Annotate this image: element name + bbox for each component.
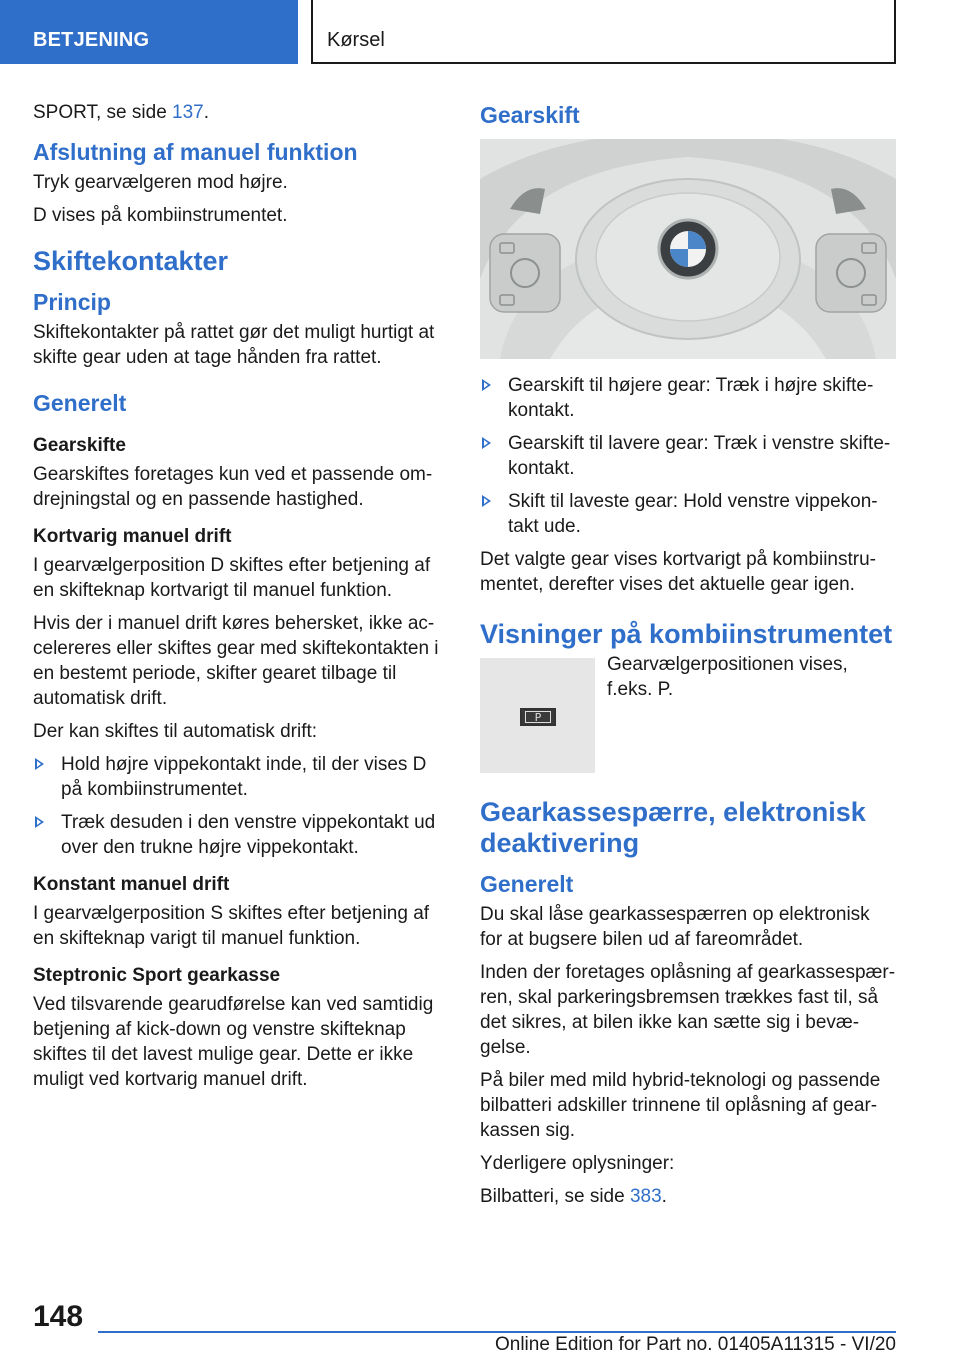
page-link-383[interactable]: 383 bbox=[629, 1186, 662, 1207]
paragraph: Tryk gearvælgeren mod højre. bbox=[33, 172, 288, 193]
list-item: Hold højre vippekontakt inde, til der vises D på kombiinstrumentet. bbox=[33, 752, 443, 802]
paragraph: Yderligere oplysninger: bbox=[480, 1153, 675, 1174]
steering-wheel-icon bbox=[480, 139, 896, 359]
paragraph: Gearskiftes foretages kun ved et passende om-drejningstal og en passende hastighed. bbox=[33, 464, 433, 510]
intro-paragraph: SPORT, se side 137. bbox=[33, 102, 210, 123]
paragraph: Det valgte gear vises kortvarigt på kombiinstru-mentet, derefter vises det aktuelle gear igen. bbox=[480, 549, 876, 595]
gear-p-symbol-icon: P bbox=[520, 708, 556, 726]
paragraph: På biler med mild hybrid-teknologi og passende bilbatteri adskiller trinnene til oplåsning af gear-kassen sig. bbox=[480, 1070, 881, 1141]
list-item: Skift til laveste gear: Hold venstre vippekon-takt ude. bbox=[480, 489, 896, 539]
heading-gearskift: Gearskift bbox=[480, 102, 580, 128]
heading-gearskifte: Gearskifte bbox=[33, 435, 126, 456]
triangle-bullet-icon bbox=[35, 758, 44, 770]
footer-edition: Online Edition for Part no. 01405A11315 - VI/20 bbox=[494, 1334, 896, 1355]
header-chapter: Kørsel bbox=[311, 0, 896, 64]
paragraph: Skiftekontakter på rattet gør det muligt hurtigt at skifte gear uden at tage hånden fra rattet. bbox=[33, 322, 435, 368]
heading-lock-general: Generelt bbox=[480, 871, 574, 897]
steering-wheel-illustration bbox=[480, 139, 896, 359]
paragraph: Du skal låse gearkassespærren op elektronisk for at bugsere bilen ud af fareområdet. bbox=[480, 904, 870, 950]
bullet-list bbox=[33, 752, 443, 860]
paragraph: Inden der foretages oplåsning af gearkassespær-ren, skal parkeringsbremsen trækkes fast til, så det sikres, at bilen ikke kan sætte sig i bevæ-gelse. bbox=[480, 962, 896, 1058]
paragraph: D vises på kombiinstrumentet. bbox=[33, 205, 288, 226]
heading-end-manual: Afslutning af manuel funktion bbox=[33, 139, 358, 165]
bullet-list bbox=[480, 373, 896, 539]
left-column bbox=[33, 100, 443, 1100]
paragraph: Bilbatteri, se side 383. bbox=[480, 1186, 667, 1207]
instrument-display-image bbox=[480, 658, 595, 773]
heading-constant-manual: Konstant manuel drift bbox=[33, 874, 230, 895]
list-item: Gearskift til lavere gear: Træk i venstre skifte-kontakt. bbox=[480, 431, 896, 481]
heading-general: Generelt bbox=[33, 390, 127, 416]
right-column bbox=[480, 100, 896, 1217]
heading-short-manual: Kortvarig manuel drift bbox=[33, 526, 232, 547]
header-section: BETJENING bbox=[0, 0, 298, 64]
heading-steptronic: Steptronic Sport gearkasse bbox=[33, 965, 281, 986]
paragraph: Der kan skiftes til automatisk drift: bbox=[33, 721, 318, 742]
paragraph: I gearvælgerposition S skiftes efter betjening af en skifteknap varigt til manuel funktion. bbox=[33, 903, 430, 949]
triangle-bullet-icon bbox=[35, 816, 44, 828]
paragraph: I gearvælgerposition D skiftes efter betjening af en skifteknap kortvarigt til manuel funktion. bbox=[33, 555, 431, 601]
list-item: Træk desuden i den venstre vippekontakt ud over den trukne højre vippekontakt. bbox=[33, 810, 443, 860]
paragraph: Gearvælgerpositionen vises, f.eks. P. bbox=[607, 654, 848, 700]
footer-divider bbox=[98, 1331, 896, 1333]
page-link-137[interactable]: 137 bbox=[172, 102, 204, 123]
paragraph: Hvis der i manuel drift køres behersket, ikke ac-celereres eller skiftes gear med skiftekontakten i en bestemt periode, skifter gearet tilbage til automatisk drift. bbox=[33, 613, 439, 709]
heading-gearbox-lock: Gearkassespærre, elektronisk deaktivering bbox=[480, 797, 866, 858]
list-item: Gearskift til højere gear: Træk i højre skifte-kontakt. bbox=[480, 373, 896, 423]
heading-display: Visninger på kombiinstrumentet bbox=[480, 619, 893, 649]
display-block bbox=[480, 654, 896, 773]
heading-shift-contacts: Skiftekontakter bbox=[33, 246, 229, 276]
heading-principle: Princip bbox=[33, 289, 111, 315]
triangle-bullet-icon bbox=[482, 437, 491, 449]
paragraph: Ved tilsvarende gearudførelse kan ved samtidig betjening af kick-down og venstre skifteknap skiftes til det lavest mulige gear. Dette er ikke muligt ved kortvarig manuel drift. bbox=[33, 994, 434, 1090]
page-number: 148 bbox=[33, 1300, 84, 1333]
triangle-bullet-icon bbox=[482, 495, 491, 507]
triangle-bullet-icon bbox=[482, 379, 491, 391]
